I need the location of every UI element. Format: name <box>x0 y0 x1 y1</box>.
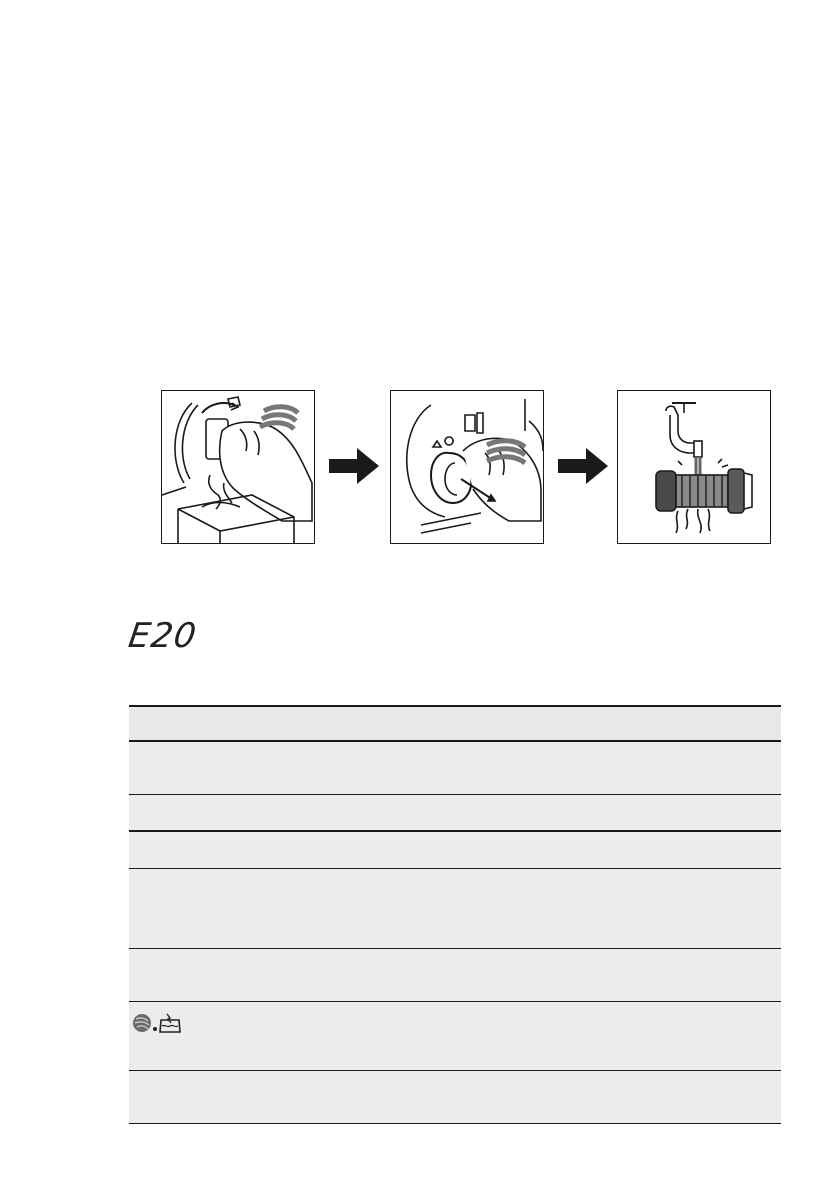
table-cell <box>427 869 781 949</box>
table-cell <box>129 869 324 949</box>
table-cell <box>129 1071 324 1124</box>
table-row <box>129 1071 781 1124</box>
right-arrow-icon <box>558 448 608 484</box>
hand-turning-filter-icon <box>162 391 314 543</box>
table-cell <box>324 741 427 795</box>
table-cell <box>427 1002 781 1071</box>
table-cell <box>324 869 427 949</box>
drain-filter-pull-out-step <box>390 390 544 544</box>
error-code: E20 <box>126 616 200 656</box>
table-cell <box>324 795 427 832</box>
table-cell <box>129 831 324 869</box>
hand-pulling-filter-icon <box>391 391 543 543</box>
table-cell <box>324 831 427 869</box>
drain-filter-unscrew-step <box>161 390 315 544</box>
table-cell <box>129 949 324 1002</box>
table-row <box>129 869 781 949</box>
rinse-filter-under-tap-step <box>617 390 771 544</box>
illustration-row <box>161 390 772 545</box>
table-cell <box>324 1002 427 1071</box>
table-cell <box>324 1071 427 1124</box>
table-cell <box>427 741 781 795</box>
table-cell <box>129 795 324 832</box>
table-header-cell <box>427 706 781 741</box>
tap-rinsing-filter-icon <box>618 391 770 543</box>
table-row <box>129 831 781 869</box>
table-row <box>129 1002 781 1071</box>
table-cell <box>427 795 781 832</box>
table-cell <box>427 949 781 1002</box>
table-cell <box>427 1071 781 1124</box>
right-arrow-icon <box>329 448 379 484</box>
table-cell <box>324 949 427 1002</box>
table-row <box>129 741 781 795</box>
table-header-cell <box>129 706 324 741</box>
troubleshooting-table <box>129 705 781 1124</box>
table-header-row <box>129 706 781 741</box>
table-row <box>129 795 781 832</box>
table-cell <box>129 741 324 795</box>
table-header-cell <box>324 706 427 741</box>
wool-handwash-symbol-icon <box>133 1012 181 1034</box>
table-cell <box>129 1002 324 1071</box>
table-row <box>129 949 781 1002</box>
table-cell <box>427 831 781 869</box>
